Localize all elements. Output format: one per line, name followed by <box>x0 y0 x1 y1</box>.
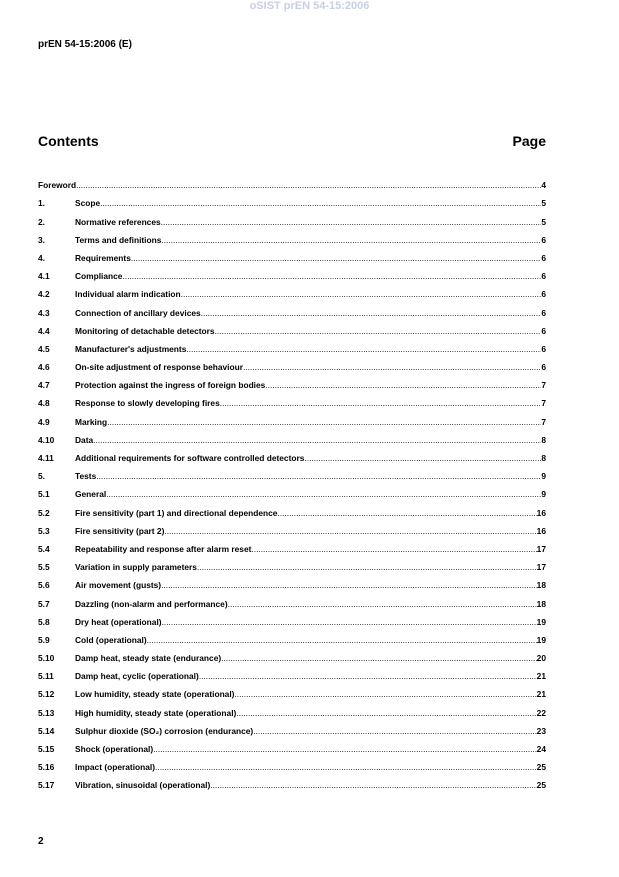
toc-entry-leader <box>215 326 542 336</box>
toc-entry-title: On-site adjustment of response behaviour <box>75 362 243 373</box>
toc-entry[interactable] <box>38 390 546 408</box>
toc-entry[interactable] <box>38 445 546 463</box>
toc-entry-leader <box>164 526 536 536</box>
toc-entry-title: Requirements <box>75 252 131 263</box>
toc-entry-page: 7 <box>541 416 546 427</box>
toc-entry-leader <box>162 617 537 627</box>
toc-entry-title: General <box>75 489 107 500</box>
toc-entry-title: Terms and definitions <box>75 234 162 245</box>
toc-entry-page: 16 <box>536 525 546 536</box>
toc-entry-page: 6 <box>541 234 546 245</box>
toc-entry-leader <box>236 708 536 718</box>
toc-entry-number: 4.5 <box>38 343 50 354</box>
toc-entry-page: 25 <box>536 780 546 791</box>
toc-entry-number: 5.16 <box>38 762 55 773</box>
toc-entry-leader <box>253 726 536 736</box>
toc-entry-number: 5.13 <box>38 707 55 718</box>
toc-entry-page: 17 <box>536 543 546 554</box>
toc-entry-page: 6 <box>541 343 546 354</box>
toc-entry-leader <box>277 508 536 518</box>
toc-entry-number: 5. <box>38 471 45 482</box>
toc-entry-leader <box>147 635 537 645</box>
toc-entry-number: 5.12 <box>38 689 55 700</box>
toc-entry[interactable] <box>38 645 546 663</box>
toc-entry-number: 4.9 <box>38 416 50 427</box>
toc-entry[interactable] <box>38 318 546 336</box>
toc-entry-leader <box>96 471 541 481</box>
toc-entry-page: 18 <box>536 598 546 609</box>
toc-entry-leader <box>243 362 541 372</box>
toc-entry[interactable] <box>38 754 546 772</box>
toc-entry-title: Fire sensitivity (part 1) and directional dependence <box>75 507 278 518</box>
toc-entry-leader <box>265 380 541 390</box>
toc-entry-title: Dry heat (operational) <box>75 616 162 627</box>
toc-entry-number: 5.1 <box>38 489 50 500</box>
toc-entry-title: Vibration, sinusoidal (operational) <box>75 780 211 791</box>
toc-entry[interactable] <box>38 281 546 299</box>
toc-entry-title: High humidity, steady state (operational) <box>75 707 237 718</box>
toc-entry-page: 7 <box>541 398 546 409</box>
toc-entry-leader <box>186 344 541 354</box>
toc-entry-page: 4 <box>541 180 546 191</box>
toc-entry-page: 8 <box>541 453 546 463</box>
toc-entry-number: 5.7 <box>38 598 50 609</box>
toc-entry-page: 5 <box>541 216 546 227</box>
toc-entry[interactable] <box>38 227 546 245</box>
toc-entry[interactable] <box>38 718 546 736</box>
toc-entry[interactable] <box>38 536 546 554</box>
toc-entry-page: 18 <box>536 580 546 591</box>
toc-entry-title: Compliance <box>75 271 123 282</box>
toc-entry-leader <box>201 308 542 318</box>
toc-entry-page: 23 <box>536 725 546 736</box>
toc-entry-number: 5.10 <box>38 653 55 664</box>
toc-entry-page: 16 <box>536 507 546 518</box>
toc-entry[interactable] <box>38 372 546 390</box>
toc-entry-number: 4.4 <box>38 325 50 336</box>
toc-entry-page: 6 <box>541 289 546 300</box>
toc-entry-number: 4.7 <box>38 380 50 391</box>
toc-entry-number: 5.8 <box>38 616 50 627</box>
toc-entry-number: 4. <box>38 252 45 263</box>
toc-entry-title: Damp heat, steady state (endurance) <box>75 653 222 664</box>
toc-entry-page: 6 <box>541 325 546 336</box>
toc-entry[interactable] <box>38 336 546 354</box>
toc-entry-leader <box>228 599 537 609</box>
toc-entry-number: 5.9 <box>38 634 50 645</box>
toc-entry-page: 20 <box>536 653 546 664</box>
toc-entry-number: 4.6 <box>38 362 50 373</box>
toc-entry[interactable] <box>38 263 546 281</box>
toc-entry-number: 3. <box>38 234 45 245</box>
toc-entry[interactable] <box>38 627 546 645</box>
toc-entry-page: 7 <box>541 380 546 391</box>
toc-entry-page: 9 <box>541 471 546 482</box>
document-identifier: prEN 54-15:2006 (E) <box>38 39 132 50</box>
toc-entry-page: 8 <box>541 434 546 445</box>
toc-entry-leader <box>304 453 541 463</box>
toc-entry-number: 5.5 <box>38 562 50 573</box>
toc-entry-leader <box>181 289 542 299</box>
toc-entry-number: 5.11 <box>38 671 54 682</box>
toc-entry[interactable] <box>38 609 546 627</box>
toc-entry-number: 4.3 <box>38 307 50 318</box>
page-heading: Page <box>512 133 546 149</box>
toc-entry[interactable] <box>38 699 546 717</box>
toc-entry-page: 19 <box>536 634 546 645</box>
toc-entry-title: Tests <box>75 471 97 482</box>
toc-entry-title: Sulphur dioxide (SO₂) corrosion (endurance) <box>75 725 254 736</box>
toc-entry[interactable] <box>38 499 546 517</box>
toc-entry[interactable] <box>38 572 546 590</box>
toc-entry-page: 21 <box>536 689 546 700</box>
toc-entry-leader <box>93 435 541 445</box>
toc-entry-title: Protection against the ingress of foreign bodies <box>75 380 266 391</box>
toc-entry-leader <box>210 780 536 790</box>
toc-entry-leader <box>197 562 537 572</box>
toc-entry-title: Foreword <box>38 180 77 191</box>
toc-entry-number: 5.6 <box>38 580 50 591</box>
toc-entry-title: Normative references <box>75 216 161 227</box>
toc-entry-page: 21 <box>536 671 546 682</box>
toc-entry-title: Impact (operational) <box>75 762 156 773</box>
toc-entry[interactable] <box>38 427 546 445</box>
toc-entry-title: Air movement (gusts) <box>75 580 162 591</box>
toc-entry-number: 5.14 <box>38 725 55 736</box>
toc-entry-leader <box>107 417 541 427</box>
toc-entry[interactable] <box>38 245 546 263</box>
toc-entry[interactable] <box>38 172 546 190</box>
toc-entry-page: 19 <box>536 616 546 627</box>
toc-entry[interactable] <box>38 408 546 426</box>
toc-entry-page: 6 <box>541 307 546 318</box>
toc-entry-title: Marking <box>75 416 108 427</box>
toc-entry-title: Damp heat, cyclic (operational) <box>75 671 199 682</box>
toc-entry-leader <box>251 544 536 554</box>
toc-entry-number: 1. <box>38 198 45 209</box>
toc-entry-leader <box>199 671 537 681</box>
page-number: 2 <box>38 836 44 847</box>
toc-entry-title: Additional requirements for software controlled detectors <box>75 453 305 463</box>
toc-entry-leader <box>234 689 536 699</box>
toc-entry-number: 5.17 <box>38 780 55 791</box>
toc-entry[interactable] <box>38 190 546 208</box>
toc-entry-title: Data <box>75 434 94 445</box>
toc-entry-title: Repeatability and response after alarm reset <box>75 543 252 554</box>
toc-entry-page: 9 <box>541 489 546 500</box>
toc-entry-title: Shock (operational) <box>75 744 154 754</box>
table-of-contents <box>38 172 546 790</box>
toc-entry-number: 4.10 <box>38 434 55 445</box>
toc-entry-title: Connection of ancillary devices <box>75 307 201 318</box>
toc-entry-leader <box>221 653 537 663</box>
toc-entry-leader <box>122 271 541 281</box>
toc-entry-page: 6 <box>541 362 546 373</box>
toc-entry[interactable] <box>38 299 546 317</box>
toc-entry-title: Response to slowly developing fires <box>75 398 220 409</box>
toc-entry-title: Manufacturer's adjustments <box>75 343 187 354</box>
toc-entry-title: Fire sensitivity (part 2) <box>75 525 165 536</box>
toc-entry[interactable] <box>38 681 546 699</box>
toc-entry-title: Individual alarm indication <box>75 289 181 300</box>
toc-entry-number: 4.1 <box>38 271 50 282</box>
toc-entry-leader <box>100 198 541 208</box>
toc-entry[interactable] <box>38 736 546 754</box>
toc-entry[interactable] <box>38 590 546 608</box>
toc-entry-title: Low humidity, steady state (operational) <box>75 689 235 700</box>
watermark: oSIST prEN 54-15:2006 <box>249 0 370 12</box>
toc-entry-number: 4.2 <box>38 289 50 300</box>
toc-entry-title: Dazzling (non-alarm and performance) <box>75 598 228 609</box>
toc-entry-page: 25 <box>536 762 546 773</box>
toc-entry-title: Variation in supply parameters <box>75 562 197 573</box>
toc-entry-leader <box>106 489 541 499</box>
toc-entry-leader <box>161 235 541 245</box>
toc-entry-page: 24 <box>536 744 546 754</box>
toc-entry[interactable] <box>38 518 546 536</box>
toc-entry-title: Scope <box>75 198 101 209</box>
toc-entry-number: 2. <box>38 216 45 227</box>
toc-entry-page: 6 <box>541 271 546 282</box>
toc-entry-leader <box>76 180 541 190</box>
toc-entry-page: 6 <box>541 252 546 263</box>
contents-header <box>38 133 546 150</box>
toc-entry-page: 17 <box>536 562 546 573</box>
toc-entry-number: 5.4 <box>38 543 50 554</box>
toc-entry-number: 4.8 <box>38 398 50 409</box>
toc-entry-leader <box>155 762 537 772</box>
toc-entry-leader <box>220 398 542 408</box>
contents-heading: Contents <box>38 133 99 149</box>
toc-entry-page: 5 <box>541 198 546 209</box>
toc-entry-page: 22 <box>536 707 546 718</box>
toc-entry[interactable] <box>38 208 546 226</box>
toc-entry-leader <box>161 217 542 227</box>
toc-entry[interactable] <box>38 481 546 499</box>
toc-entry-leader <box>131 253 541 263</box>
toc-entry[interactable] <box>38 772 546 790</box>
toc-entry-leader <box>161 580 537 590</box>
toc-entry-number: 4.11 <box>38 453 54 463</box>
toc-entry-number: 5.2 <box>38 507 50 518</box>
toc-entry[interactable] <box>38 663 546 681</box>
toc-entry[interactable] <box>38 354 546 372</box>
toc-entry-title: Monitoring of detachable detectors <box>75 325 215 336</box>
toc-entry-number: 5.3 <box>38 525 50 536</box>
toc-entry-leader <box>153 744 536 754</box>
toc-entry-number: 5.15 <box>38 744 55 754</box>
toc-entry[interactable] <box>38 554 546 572</box>
toc-entry[interactable] <box>38 463 546 481</box>
toc-entry-title: Cold (operational) <box>75 634 147 645</box>
